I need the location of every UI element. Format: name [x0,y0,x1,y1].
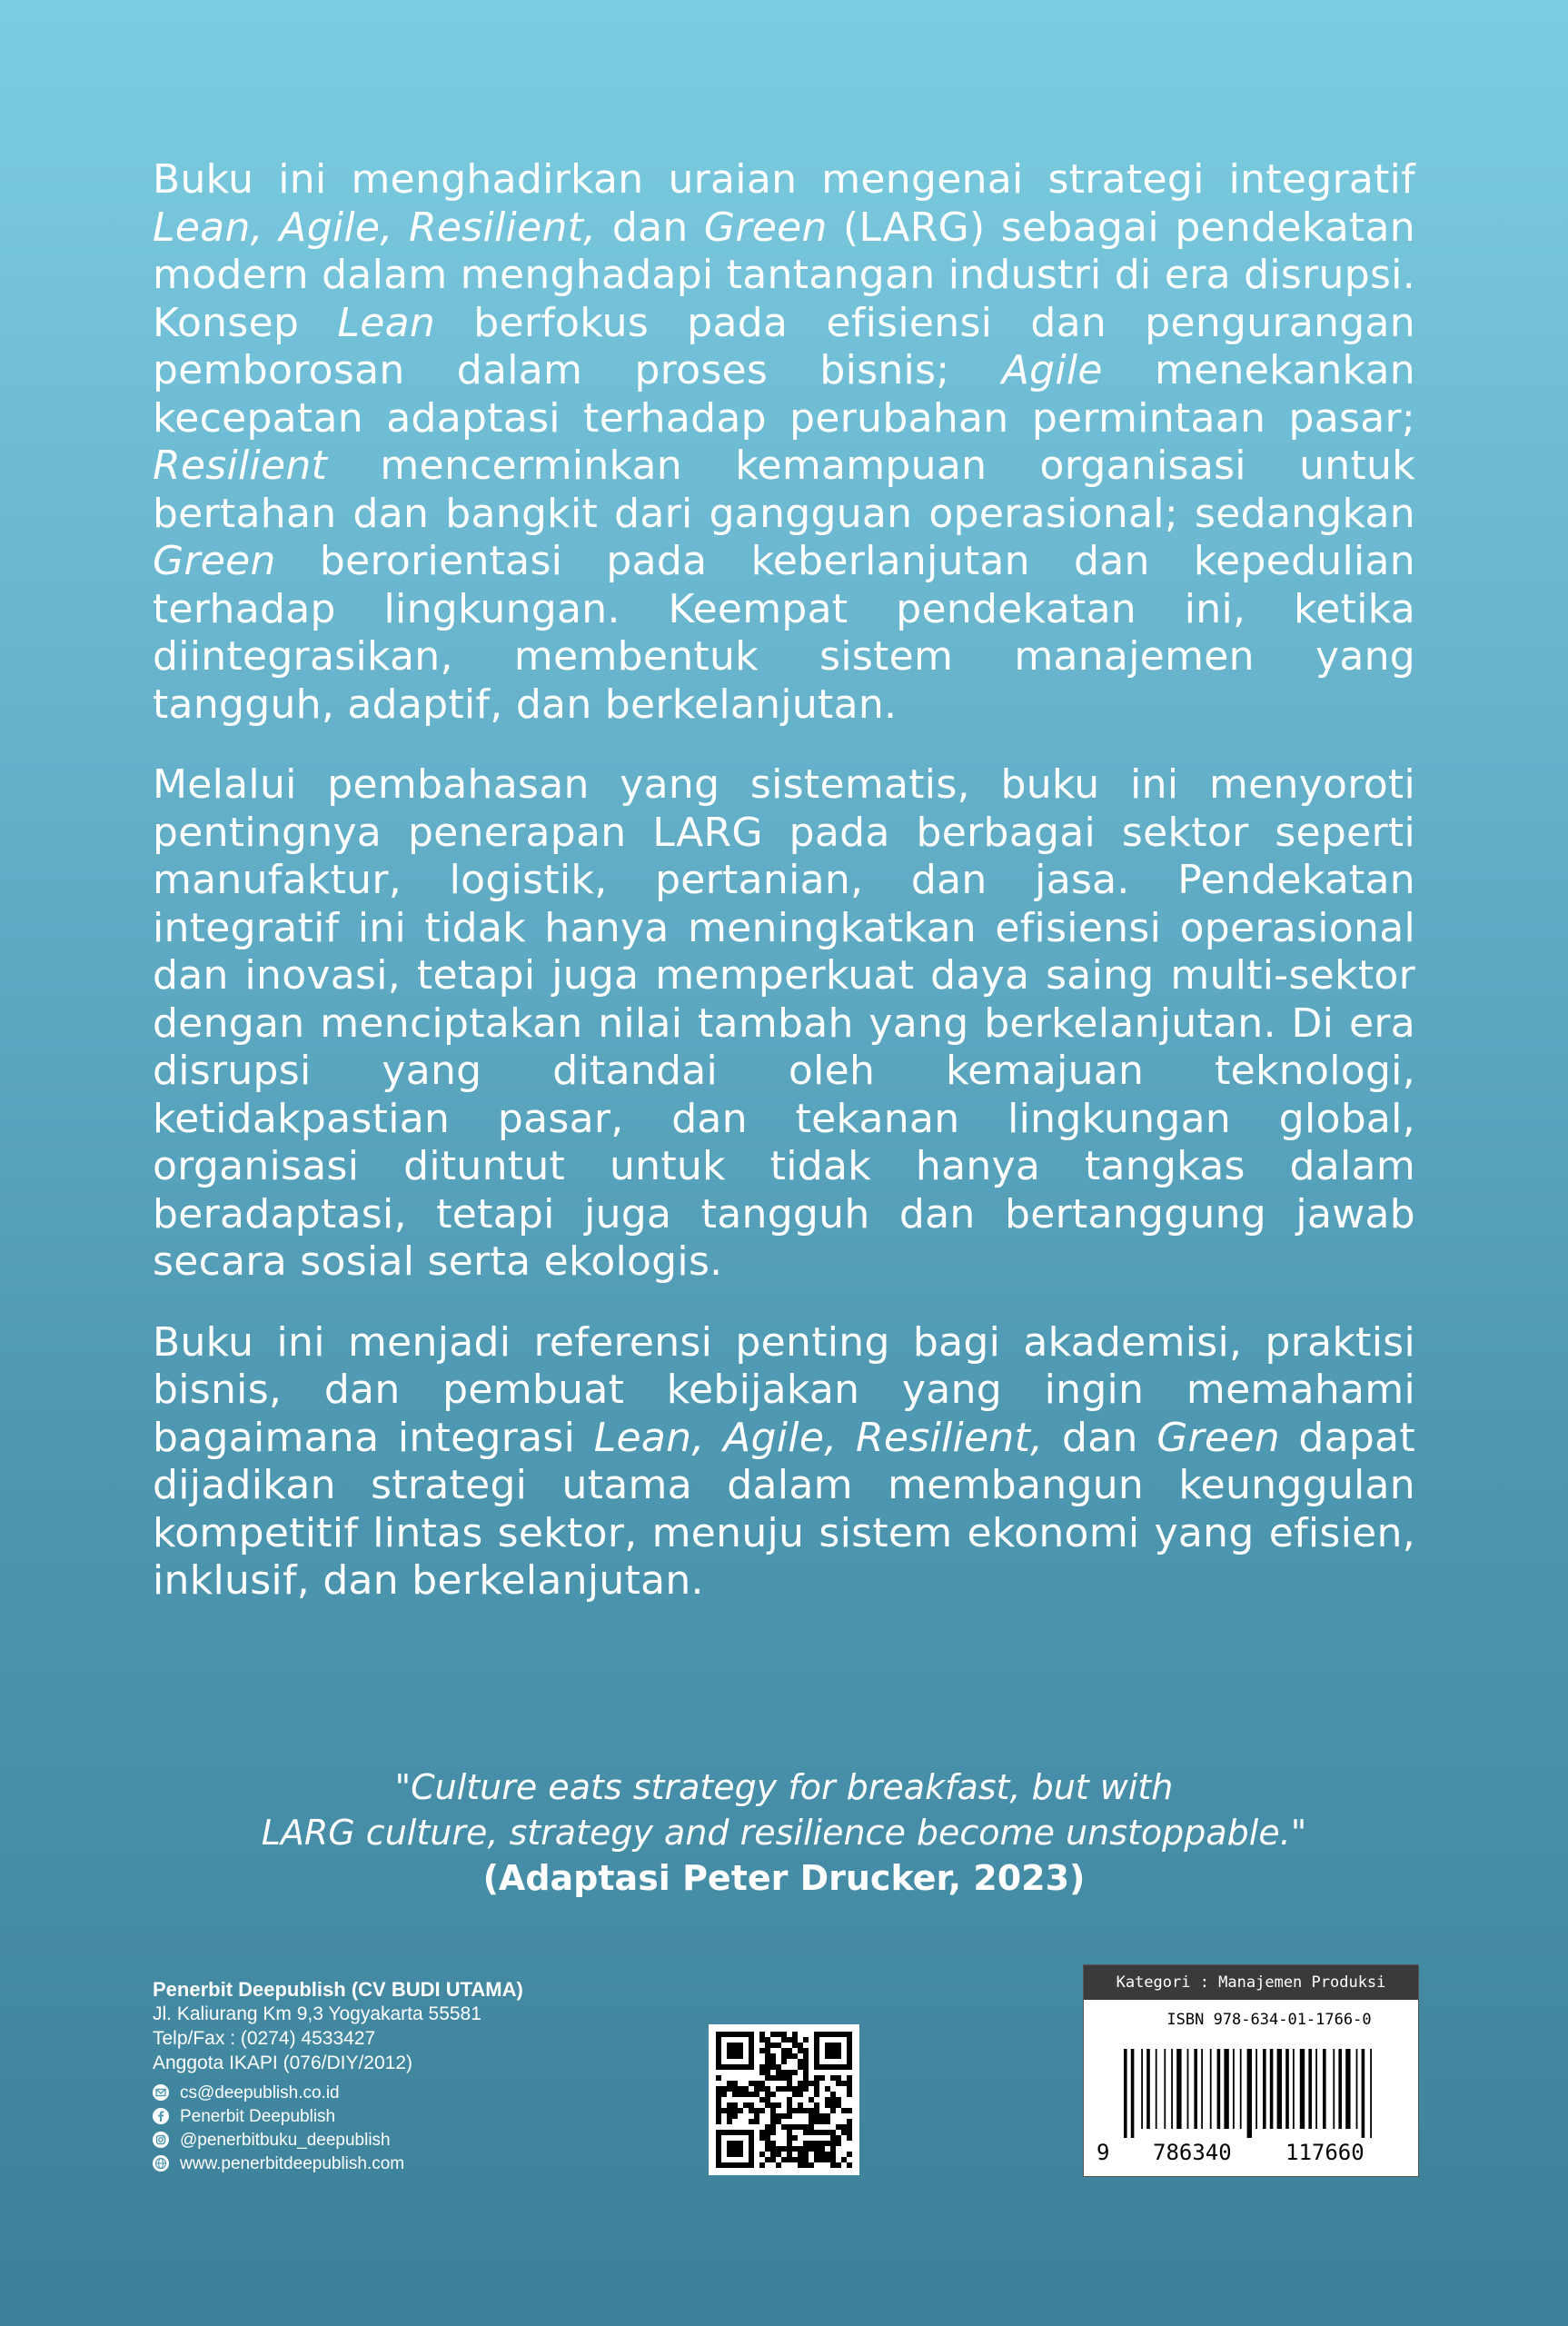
paragraph-text: Buku ini menjadi referensi penting bagi akademisi, praktisi bisnis, dan pembuat kebijakan yang ingin memahami bagaimana integrasi [153,1318,1415,1461]
italic-term: Lean, Agile, Resilient, [593,1414,1044,1461]
italic-term: Green [1156,1414,1280,1461]
isbn-barcode-box [1083,1964,1419,2177]
paragraph-text: (LARG) sebagai pendekatan modern dalam menghadapi tantangan industri di era disrupsi. Konsep [153,204,1415,346]
quote-attribution: (Adaptasi Peter Drucker, 2023) [482,1858,1086,1898]
paragraph-text: Buku ini menghadirkan uraian mengenai strategi integratif [153,156,1415,203]
globe-icon [153,2155,169,2172]
instagram-icon [153,2132,169,2148]
publisher-membership: Anggota IKAPI (076/DIY/2012) [153,2053,413,2073]
publisher-name: Penerbit Deepublish (CV BUDI UTAMA) [153,1978,523,2001]
quote-block [0,1764,1568,1901]
isbn-text: ISBN 978-634-01-1766-0 [1166,2011,1372,2029]
italic-term: Green [153,538,276,584]
publisher-address: Jl. Kaliurang Km 9,3 Yogyakarta 55581 [153,2003,481,2024]
email-icon [153,2084,169,2101]
publisher-facebook [153,2104,661,2128]
quote-line-1: "Culture eats strategy for breakfast, but with [394,1767,1174,1807]
barcode-digit-first: 9 [1097,2140,1110,2165]
italic-term: Lean [337,299,436,346]
italic-term: Agile [1001,347,1103,393]
paragraph-text: berorientasi pada keberlanjutan dan kepedulian terhadap lingkungan. Keempat pendekatan ini, ketika diintegrasikan, membentuk sistem manajemen yang tangguh, adaptif, dan berkelanjutan. [153,538,1415,728]
paragraph-text: dan [596,204,704,251]
category-label: Kategori : Manajemen Produksi [1084,1965,1418,2000]
facebook-text: Penerbit Deepublish [180,2106,336,2126]
facebook-icon [153,2108,169,2124]
quote-line-2: LARG culture, strategy and resilience become unstoppable." [261,1813,1307,1853]
barcode-digit-group-1: 786340 [1153,2140,1232,2165]
publisher-email [153,2081,661,2104]
paragraph-text: dapat dijadikan strategi utama dalam membangun keunggulan kompetitif lintas sektor, menuju sistem ekonomi yang efisien, inklusif, dan berkelanjutan. [153,1414,1415,1604]
italic-term: Lean, Agile, Resilient, [153,204,597,251]
qr-code [709,2024,859,2175]
blurb-paragraph-1 [153,156,1415,729]
paragraph-text: berfokus pada efisiensi dan pengurangan pemborosan dalam proses bisnis; [153,299,1415,393]
back-cover-blurb [153,156,1415,1638]
blurb-paragraph-3 [153,1319,1415,1605]
publisher-instagram [153,2128,661,2152]
italic-term: Resilient [153,442,328,489]
barcode-icon [1124,2049,1396,2138]
publisher-phone: Telp/Fax : (0274) 4533427 [153,2028,376,2049]
instagram-text: @penerbitbuku_deepublish [180,2130,391,2150]
publisher-info [153,1977,661,2175]
paragraph-text: Melalui pembahasan yang sistematis, buku ini menyoroti pentingnya penerapan LARG pada berbagai sektor seperti manufaktur, logistik, pertanian, dan jasa. Pendekatan integratif ini tidak hanya meningkatkan efisiensi operasional dan inovasi, tetapi juga memperkuat daya saing multi-sektor dengan menciptakan nilai tambah yang berkelanjutan. Di era disrupsi yang ditandai oleh kemajuan teknologi, ketidakpastian pasar, dan tekanan lingkungan global, organisasi dituntut untuk tidak hanya tangkas dalam beradaptasi, tetapi juga tangguh dan bertanggung jawab secara sosial serta ekologis. [153,761,1415,1285]
publisher-website [153,2152,661,2175]
email-text: cs@deepublish.co.id [180,2082,340,2102]
paragraph-text: menekankan kecepatan adaptasi terhadap perubahan permintaan pasar; [153,347,1415,442]
website-text: www.penerbitdeepublish.com [180,2153,405,2173]
paragraph-text: mencerminkan kemampuan organisasi untuk bertahan dan bangkit dari gangguan operasional; sedangkan [153,442,1415,537]
italic-term: Green [703,204,828,251]
paragraph-text: dan [1043,1414,1157,1461]
blurb-paragraph-2 [153,761,1415,1287]
barcode-digit-group-2: 117660 [1285,2140,1365,2165]
